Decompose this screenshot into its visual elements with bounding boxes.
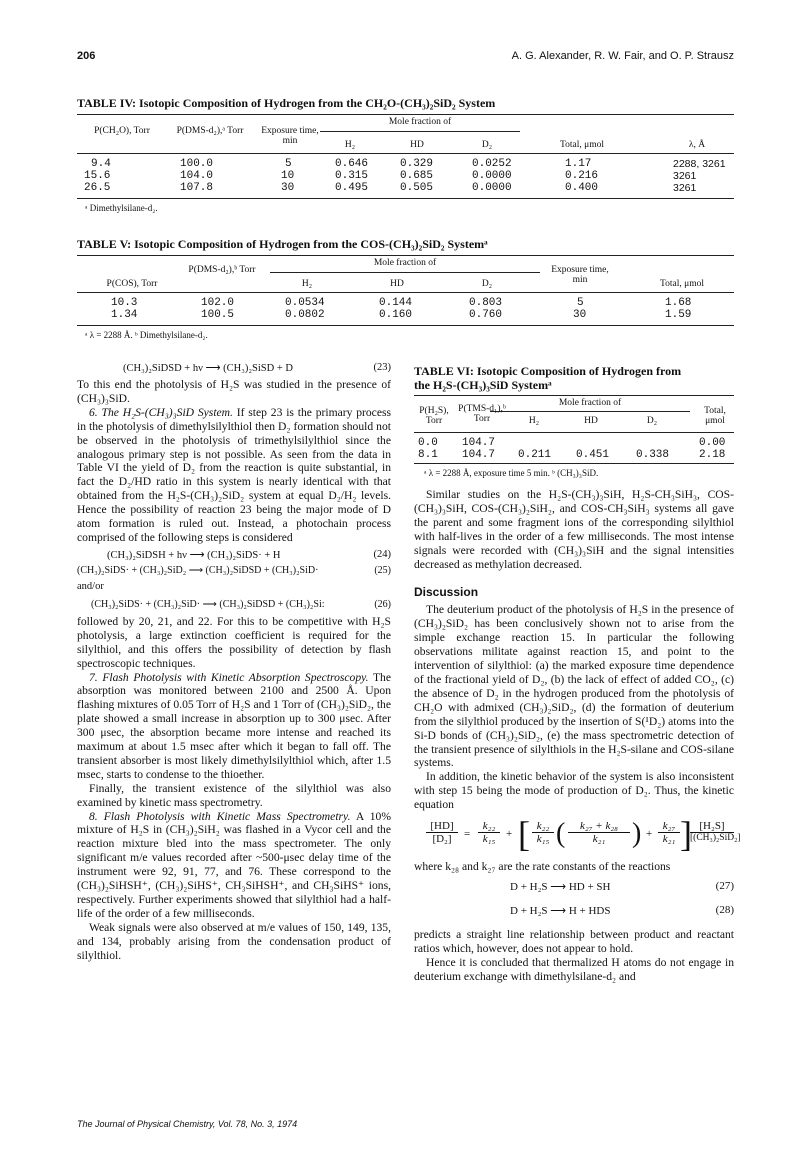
table5-h-h2: H₂ xyxy=(301,279,313,289)
equation-25-text: (CH₃)₂SiDS· + (CH₃)₂SiD₂ ⟶ (CH₃)₂SiDSD + (CH₃)₂SiD· xyxy=(77,564,319,576)
bracket-open: [ xyxy=(518,814,530,855)
plus-sign: + xyxy=(506,828,513,841)
table6-h-total: Total, μmol xyxy=(704,406,726,426)
table4-cell: 3261 xyxy=(673,182,697,194)
table4-cell: 0.505 xyxy=(400,182,434,194)
equation-23-text: (CH₃)₂SiDSD + hν ⟶ (CH₃)₂SiSD + D xyxy=(123,363,293,374)
paren-close: ) xyxy=(632,818,642,850)
table6-caption xyxy=(414,364,734,392)
discussion-heading: Discussion xyxy=(414,585,479,600)
frac-den: k₁₅ xyxy=(536,833,550,846)
frac-hd-d2 xyxy=(426,820,458,845)
table6-cell: 0.451 xyxy=(576,449,610,461)
right-body xyxy=(414,488,741,984)
left-body-2 xyxy=(77,615,391,963)
paragraph: where k₂₈ and k₂₇ are the rate constants of the reactions xyxy=(414,860,671,874)
table4-h-pdms: P(DMS-d₂),ᵃ Torr xyxy=(176,126,244,136)
table5-h-exposure: Exposure time, min xyxy=(551,265,609,285)
table5-group-header: Mole fraction of xyxy=(373,258,437,268)
paragraph-section-6 xyxy=(77,406,391,545)
table5-cell: 10.3 xyxy=(111,297,138,309)
table5-top-rule xyxy=(77,255,734,256)
bracket-close: ] xyxy=(680,814,692,855)
paragraph: Finally, the transient existence of the silylthiol was also examined by kinetic mass spectrometry. xyxy=(77,781,391,809)
table6-h-ph2s: P(H₂S), Torr xyxy=(419,406,449,426)
table5-cell: 5 xyxy=(577,297,584,309)
right-text-2 xyxy=(414,603,734,812)
frac-num: k₂₂ xyxy=(532,820,554,833)
section-6-text: If step 23 is the primary process in the photolysis of dimethylsilylthiol then D₂ formation should not be observed in the photolysis of trimethylsilylthiol since the analogous primary step is not possible. As seen from the data in Table VI the yield of D₂ from the reaction is quite substantial, in fact the D₂/HD ratio in this system is nearly identical with that obtained from the H₂S-(CH₃)₂SiD₂ system at equal D₂/H₂ levels. Hence the possibility of reaction 23 being the major mode of D atom formation is ruled out. Instead, a photochain process comprised of the following steps is considered xyxy=(77,405,391,544)
table6-footnote: ᵃ λ = 2288 Å, exposure time 5 min. ᵇ (CH₃)₃SiD. xyxy=(424,468,599,478)
table4-cell: 0.685 xyxy=(400,170,434,182)
frac-k27-k21 xyxy=(658,820,680,845)
table4-cell: 15.6 xyxy=(84,170,111,182)
table6-h-hd: HD xyxy=(584,416,598,426)
table4-cell: 3261 xyxy=(673,170,697,182)
equation-26 xyxy=(77,599,391,615)
equation-28-text: D + H₂S ⟶ H + HDS xyxy=(510,904,611,917)
paren-open: ( xyxy=(556,818,566,850)
paragraph-section-7 xyxy=(77,671,391,782)
frac-num: [HD] xyxy=(426,820,458,833)
table6-group-header: Mole fraction of xyxy=(558,398,622,408)
table5-cell: 100.5 xyxy=(201,309,235,321)
table6-cell: 8.1 xyxy=(418,449,438,461)
frac-den: k₁₅ xyxy=(482,833,496,846)
journal-footer: The Journal of Physical Chemistry, Vol. 78, No. 3, 1974 xyxy=(77,1119,298,1129)
table5-cell: 0.760 xyxy=(469,309,503,321)
table4-cell: 0.646 xyxy=(335,158,369,170)
table5-cell: 1.68 xyxy=(665,297,692,309)
equation-28 xyxy=(414,904,734,928)
table5-h-hd: HD xyxy=(390,279,404,289)
table5-cell: 0.803 xyxy=(469,297,503,309)
table4-cell: 0.0252 xyxy=(472,158,512,170)
frac-den: [D₂] xyxy=(432,833,452,846)
table4-cell: 0.0000 xyxy=(472,170,512,182)
table4-cell: 2288, 3261 xyxy=(673,158,726,170)
table4-cell: 1.17 xyxy=(565,158,592,170)
table4-cell: 100.0 xyxy=(180,158,214,170)
equals-sign: = xyxy=(464,828,471,841)
table4-cell: 0.0000 xyxy=(472,182,512,194)
frac-k22-k15 xyxy=(478,820,500,845)
equation-24-number: (24) xyxy=(373,548,391,560)
frac-k27k28-k21 xyxy=(568,820,630,845)
frac-num: k₂₂ xyxy=(478,820,500,833)
table4-h-pch2o: P(CH₂O), Torr xyxy=(94,126,150,136)
table6-cell: 2.18 xyxy=(699,449,726,461)
table5-footnote: ᵃ λ = 2288 Å. ᵇ Dimethylsilane-d₂. xyxy=(85,330,208,340)
table6-h-ptms: P(TMS-d₁),ᵇ Torr xyxy=(458,404,506,424)
table4-cell: 10 xyxy=(281,170,295,182)
table4-h-total: Total, μmol xyxy=(559,140,604,150)
table5-h-total: Total, μmol xyxy=(659,279,704,289)
right-text-3 xyxy=(414,860,734,874)
frac-h2s-dms xyxy=(690,820,741,844)
table6-cell: 0.211 xyxy=(518,449,552,461)
left-column xyxy=(77,362,391,963)
equation-28-number: (28) xyxy=(715,903,734,916)
equation-26-number: (26) xyxy=(374,598,391,610)
equation-25 xyxy=(77,565,391,581)
equation-23-number: (23) xyxy=(373,362,391,373)
table5-cell: 30 xyxy=(573,309,587,321)
table6-caption-line1: TABLE VI: Isotopic Composition of Hydrogen from xyxy=(414,364,682,378)
table4-h-d2: D₂ xyxy=(481,140,493,150)
table4-top-rule xyxy=(77,114,734,115)
andor-text: and/or xyxy=(77,580,104,592)
table6-h-h2: H₂ xyxy=(528,416,540,426)
right-text-1 xyxy=(414,488,734,571)
table5-cell: 1.34 xyxy=(111,309,138,321)
table4-cell: 26.5 xyxy=(84,182,111,194)
paragraph: To this end the photolysis of H₂S was studied in the presence of (CH₃)₃SiD. xyxy=(77,378,391,405)
table5-header-rule xyxy=(77,292,734,293)
table4-header-rule xyxy=(77,153,734,154)
plus-sign: + xyxy=(646,828,653,841)
table4-footnote: ᵃ Dimethylsilane-d₂. xyxy=(85,203,158,213)
table6-cell: 104.7 xyxy=(462,437,496,449)
table5-caption: TABLE V: Isotopic Composition of Hydrogen from the COS-(CH₃)₂SiD₂ Systemᵃ xyxy=(77,237,488,251)
table6-cell: 0.338 xyxy=(636,449,670,461)
equation-23 xyxy=(77,362,391,378)
frac-num: k₂₇ + k₂₈ xyxy=(568,820,630,833)
table4-cell: 0.216 xyxy=(565,170,599,182)
table4-group-header: Mole fraction of xyxy=(388,117,452,127)
table6-h-d2: D₂ xyxy=(646,416,658,426)
table4-h-exposure: Exposure time, min xyxy=(261,126,319,146)
table6-cell: 0.0 xyxy=(418,437,438,449)
paragraph-section-8 xyxy=(77,810,391,921)
section-7-text: The absorption was monitored between 2100 and 2500 Å. Upon flashing mixtures of 0.05 Torr of H₂S and 1 Torr of (CH₃)₂SiD₂, the plate showed a small increase in absorption up to 300 μsec. After 300 μsec, the absorption became more intense and reached its maximum at about 1.5 msec after which it began to fall off. The transient absorber is most likely dimethylsilylthiol which, after 1.5 msec, starts to condense to the thioether. xyxy=(77,670,391,781)
right-column xyxy=(414,364,734,392)
table6-top-rule xyxy=(414,395,734,396)
right-text-4 xyxy=(414,928,734,984)
equation-27-number: (27) xyxy=(715,879,734,892)
section-8-lead: 8. Flash Photolysis with Kinetic Mass Spectrometry. xyxy=(89,809,351,823)
frac-k22-k15-b xyxy=(532,820,554,845)
table6-bottom-rule xyxy=(414,463,734,464)
section-6-lead: 6. The H₂S-(CH₃)₃SiD System. xyxy=(89,405,233,419)
table5-bottom-rule xyxy=(77,325,734,326)
paragraph: Weak signals were also observed at m/e values of 150, 149, 135, and 134, probably arising from the condensation product of silylthiol. xyxy=(77,920,391,962)
section-7-lead: 7. Flash Photolysis with Kinetic Absorption Spectroscopy. xyxy=(89,670,369,684)
table4-cell: 104.0 xyxy=(180,170,214,182)
frac-den: k₂₁ xyxy=(662,833,676,846)
equation-27 xyxy=(414,880,734,904)
paragraph: followed by 20, 21, and 22. For this to be competitive with H₂S photolysis, a large extinction coefficient is required for the silylthiol, and this offers the possibility of detection by flash spectroscopic techniques. xyxy=(77,614,391,670)
table4-cell: 0.400 xyxy=(565,182,599,194)
table4-h-lambda: λ, Å xyxy=(688,140,706,150)
table6-caption-line2: the H₂S-(CH₃)₃SiD Systemᵃ xyxy=(414,378,552,392)
table4-bottom-rule xyxy=(77,198,734,199)
equation-25-number: (25) xyxy=(374,564,391,576)
section-8-text: A 10% mixture of H₂S in (CH₃)₂SiH₂ was flashed in a Vycor cell and the reaction mixture bled into the mass spectrometer. The only significant m/e values recorded after ~500-μsec delay time of the instrument were 92, 91, 77, and 76. These correspond to the (CH₃)₂SiHSH⁺, (CH₃)₂SiHS⁺, CH₃SiHSH⁺, and CH₃SiHS⁺ ions, respectively. Further experiments showed that silylthiol had a half-life of the order of a few milliseconds. xyxy=(77,809,391,920)
table6-header-rule xyxy=(414,432,734,433)
table4-h-hd: HD xyxy=(410,140,424,150)
running-header-authors: A. G. Alexander, R. W. Fair, and O. P. Strausz xyxy=(511,50,734,62)
paragraph: The deuterium product of the photolysis of H₂S in the presence of (CH₃)₂SiD₂ has been conclusively shown not to arise from the simple exchange reaction 15. In particular the following observations militate against reaction 15, and point to the intervention of silylthiol: (a) the marked exposure time dependence of the fractional yield of D₂, (b) the lack of effect of added CO₂, (c) the absence of D₂ in the hydrogen produced from the photolysis of CH₂O with admixed (CH₃)₂SiD₂, (d) the formation of deuterium from the silylthiol produced by the insertion of S(¹D₂) atoms into the Si-D bonds of (CH₃)₂SiD₂, (e) the mass spectrometric detection of the transient presence of silylthiols in the H₂S-silane and COS-silane systems. xyxy=(414,603,734,770)
paragraph: predicts a straight line relationship between product and reactant ratios which, however, does not appear to hold. xyxy=(414,927,734,955)
table4-cell: 30 xyxy=(281,182,295,194)
table4-cell: 9.4 xyxy=(91,158,111,170)
paragraph: Similar studies on the H₂S-(CH₃)₃SiH, H₂S-CH₃SiH₃, COS-(CH₃)₃SiH, COS-(CH₃)₂SiH₂, and COS-CH₃SiH₃ systems all gave the parent and some fragment ions of the corresponding silylthiol with half-lives in the order of a few milliseconds. The most intense signals were recorded with (CH₃)₃SiH and the signal intensities decreased as methylation decreased. xyxy=(414,488,734,571)
table5-h-d2: D₂ xyxy=(481,279,493,289)
equation-27-text: D + H₂S ⟶ HD + SH xyxy=(510,880,611,893)
table6-cell: 104.7 xyxy=(462,449,496,461)
table5-cell: 0.160 xyxy=(379,309,413,321)
paragraph: Hence it is concluded that thermalized H atoms do not engage in deuterium exchange with dimethylsilane-d₂ and xyxy=(414,955,734,983)
table4-cell: 0.329 xyxy=(400,158,434,170)
table4-cell: 0.315 xyxy=(335,170,369,182)
table4-h-h2: H₂ xyxy=(344,140,356,150)
table5-cell: 1.59 xyxy=(665,309,692,321)
table4-cell: 0.495 xyxy=(335,182,369,194)
table5-h-pcos: P(COS), Torr xyxy=(106,279,158,289)
equation-24 xyxy=(77,549,391,565)
frac-den: [(CH₃)₂SiD₂] xyxy=(690,833,741,844)
table5-cell: 0.0802 xyxy=(285,309,325,321)
frac-num: [H₂S] xyxy=(690,820,734,833)
table5-cell: 0.0534 xyxy=(285,297,325,309)
table4-cell: 5 xyxy=(285,158,292,170)
equation-26-text: (CH₃)₂SiDS· + (CH₃)₂SiD· ⟶ (CH₃)₂SiDSD + (CH₃)₂Si: xyxy=(91,598,325,610)
paragraph: In addition, the kinetic behavior of the system is also inconsistent with step 15 being the mode of production of D₂. Thus, the kinetic equation xyxy=(414,770,734,812)
kinetic-equation xyxy=(414,814,741,860)
equation-24-text: (CH₃)₂SiDSH + hν ⟶ (CH₃)₂SiDS· + H xyxy=(107,549,281,561)
table6-headers xyxy=(414,400,734,430)
table6-cell: 0.00 xyxy=(699,437,726,449)
table4-headers xyxy=(77,120,734,152)
page-number: 206 xyxy=(77,50,96,62)
left-body xyxy=(77,378,391,545)
table5-headers xyxy=(77,259,734,291)
table5-h-pdms: P(DMS-d₂),ᵇ Torr xyxy=(188,265,256,275)
table4-cell: 107.8 xyxy=(180,182,214,194)
frac-num: k₂₇ xyxy=(658,820,680,833)
table4-caption: TABLE IV: Isotopic Composition of Hydrogen from the CH₂O-(CH₃)₂SiD₂ System xyxy=(77,96,496,110)
table5-cell: 102.0 xyxy=(201,297,235,309)
frac-den: k₂₁ xyxy=(592,833,606,846)
table5-cell: 0.144 xyxy=(379,297,413,309)
